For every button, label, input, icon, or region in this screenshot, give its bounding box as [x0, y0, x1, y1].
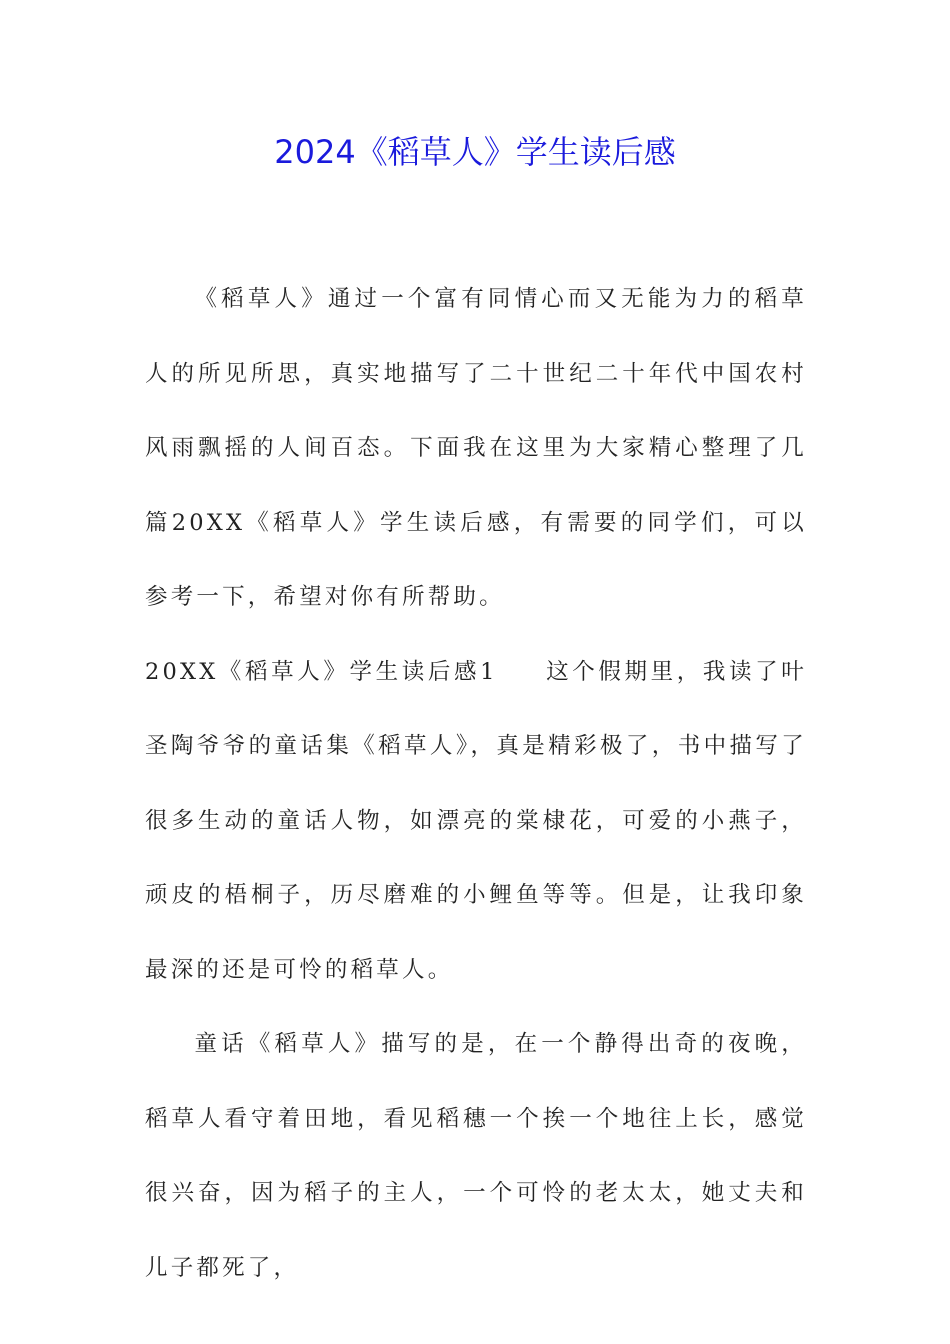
essay-1-heading: 20XX《稻草人》学生读后感1 — [145, 658, 498, 685]
document-body — [145, 262, 807, 1305]
intro-paragraph: 《稻草人》通过一个富有同情心而又无能为力的稻草人的所见所思，真实地描写了二十世纪二十年代中国农村风雨飘摇的人间百态。下面我在这里为大家精心整理了几篇20XX《稻草人》学生读后感，有需要的同学们，可以参考一下，希望对你有所帮助。 — [145, 286, 807, 610]
document-title: 2024《稻草人》学生读后感 — [274, 133, 676, 171]
essay-1-paragraph — [145, 635, 807, 1008]
essay-1-paragraph-2: 童话《稻草人》描写的是，在一个静得出奇的夜晚，稻草人看守着田地，看见稻穗一个挨一个地往上长，感觉很兴奋，因为稻子的主人，一个可怜的老太太，她丈夫和儿子都死了， — [145, 1031, 807, 1281]
essay-1-text: 这个假期里，我读了叶圣陶爷爷的童话集《稻草人》，真是精彩极了，书中描写了很多生动的童话人物，如漂亮的棠棣花，可爱的小燕子，顽皮的梧桐子，历尽磨难的小鲤鱼等等。但是，让我印象最深的还是可怜的稻草人。 — [145, 658, 807, 983]
